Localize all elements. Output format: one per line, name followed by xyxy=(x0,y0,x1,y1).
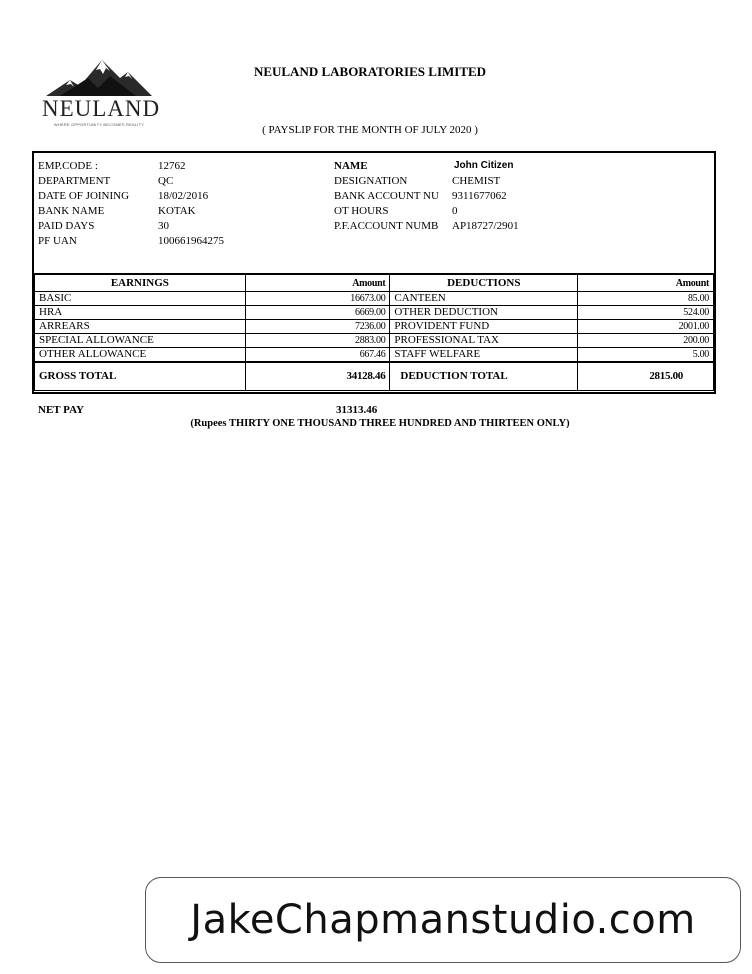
payslip-frame xyxy=(32,151,716,394)
deduction-amount: 85.00 xyxy=(578,292,714,306)
earning-label: HRA xyxy=(35,306,246,320)
deduction-amount: 524.00 xyxy=(578,306,714,320)
earnings-amount-header: Amount xyxy=(245,274,390,292)
table-row xyxy=(35,306,714,320)
pf-uan-label: PF UAN xyxy=(38,235,77,247)
bank-account-value: 9311677062 xyxy=(452,190,507,202)
deduction-amount: 5.00 xyxy=(578,348,714,363)
designation-label: DESIGNATION xyxy=(334,175,408,187)
pf-account-label: P.F.ACCOUNT NUMB xyxy=(334,220,439,232)
bank-name-value: KOTAK xyxy=(158,205,196,217)
deduction-total-label: DEDUCTION TOTAL xyxy=(390,362,578,391)
gross-total-value: 34128.46 xyxy=(245,362,390,391)
deduction-amount: 2001.00 xyxy=(578,320,714,334)
net-pay-amount: 31313.46 xyxy=(336,404,378,416)
table-row xyxy=(35,334,714,348)
earning-label: BASIC xyxy=(35,292,246,306)
logo-tagline: WHERE OPPORTUNITY BECOMES REALITY xyxy=(53,122,145,127)
department-value: QC xyxy=(158,175,174,187)
pf-account-value: AP18727/2901 xyxy=(452,220,519,232)
earning-amount: 6669.00 xyxy=(245,306,390,320)
net-pay-words: (Rupees THIRTY ONE THOUSAND THREE HUNDRED AND THIRTEEN ONLY) xyxy=(190,418,570,429)
ot-hours-value: 0 xyxy=(452,205,458,217)
gross-total-label: GROSS TOTAL xyxy=(35,362,246,391)
mountain-icon xyxy=(40,58,158,98)
bank-name-label: BANK NAME xyxy=(38,205,105,217)
table-header-row xyxy=(35,274,714,292)
ot-hours-label: OT HOURS xyxy=(334,205,389,217)
company-name: NEULAND LABORATORIES LIMITED xyxy=(253,64,487,79)
deduction-label: OTHER DEDUCTION xyxy=(390,306,578,320)
deduction-label: PROFESSIONAL TAX xyxy=(390,334,578,348)
deduction-total-value: 2815.00 xyxy=(578,362,714,391)
earnings-header: EARNINGS xyxy=(35,274,246,292)
paid-days-label: PAID DAYS xyxy=(38,220,95,232)
joining-date-value: 18/02/2016 xyxy=(158,190,209,202)
earning-label: ARREARS xyxy=(35,320,246,334)
table-row xyxy=(35,348,714,363)
company-logo xyxy=(40,58,161,130)
emp-code-value: 12762 xyxy=(158,160,186,172)
deductions-header: DEDUCTIONS xyxy=(390,274,578,292)
designation-value: CHEMIST xyxy=(452,175,501,187)
name-value: John Citizen xyxy=(454,160,514,171)
joining-date-label: DATE OF JOINING xyxy=(38,190,130,202)
pf-uan-value: 100661964275 xyxy=(158,235,224,247)
department-label: DEPARTMENT xyxy=(38,175,111,187)
net-pay-label: NET PAY xyxy=(38,404,84,416)
totals-row xyxy=(35,362,714,391)
name-label: NAME xyxy=(334,160,368,172)
earning-amount: 7236.00 xyxy=(245,320,390,334)
earning-amount: 2883.00 xyxy=(245,334,390,348)
watermark-banner: JakeChapmanstudio.com xyxy=(145,877,741,963)
emp-code-label: EMP.CODE : xyxy=(38,160,98,172)
logo-brand: NEULAND xyxy=(42,96,161,121)
deduction-label: STAFF WELFARE xyxy=(390,348,578,363)
pay-table xyxy=(34,273,714,391)
table-row xyxy=(35,292,714,306)
deduction-label: CANTEEN xyxy=(390,292,578,306)
table-row xyxy=(35,320,714,334)
earning-label: SPECIAL ALLOWANCE xyxy=(35,334,246,348)
deduction-label: PROVIDENT FUND xyxy=(390,320,578,334)
paid-days-value: 30 xyxy=(158,220,169,232)
deductions-amount-header: Amount xyxy=(578,274,714,292)
earning-amount: 16673.00 xyxy=(245,292,390,306)
bank-account-label: BANK ACCOUNT NU xyxy=(334,190,439,202)
deduction-amount: 200.00 xyxy=(578,334,714,348)
payslip-period: ( PAYSLIP FOR THE MONTH OF JULY 2020 ) xyxy=(262,124,478,136)
earning-label: OTHER ALLOWANCE xyxy=(35,348,246,363)
earning-amount: 667.46 xyxy=(245,348,390,363)
